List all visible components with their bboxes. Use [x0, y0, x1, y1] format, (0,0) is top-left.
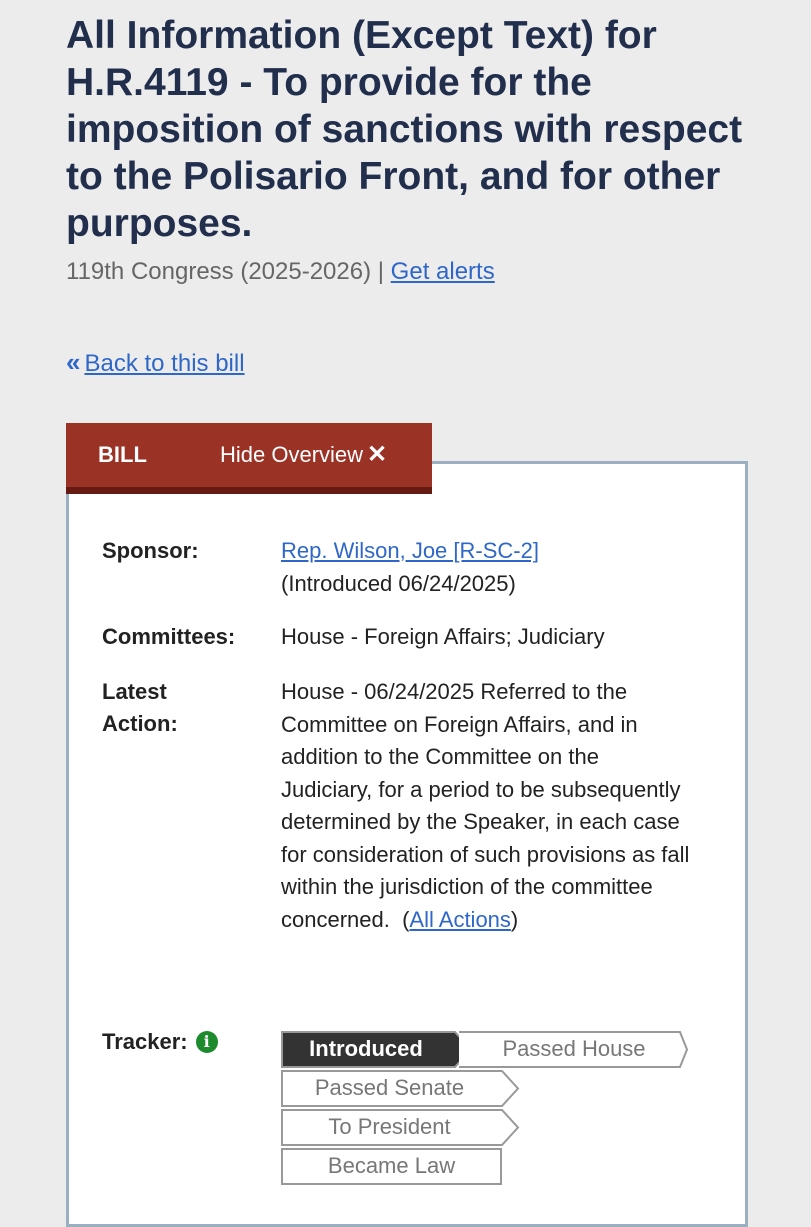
info-icon[interactable]: i	[196, 1031, 218, 1053]
tracker-step-passed-senate	[281, 1070, 518, 1107]
get-alerts-link[interactable]: Get alerts	[390, 258, 495, 285]
overview-tab-bar	[66, 423, 432, 494]
close-icon: ✕	[367, 441, 388, 468]
hide-overview-label: Hide Overview	[220, 442, 364, 467]
tracker-step-passed-house	[459, 1031, 689, 1068]
page-title: All Information (Except Text) for H.R.4119 - To provide for the imposition of sanctions with respect to the Polisario Front, and for other purposes.	[66, 14, 743, 245]
separator: |	[377, 258, 384, 285]
tracker-step-label: Passed Senate	[314, 1075, 465, 1100]
hide-overview-button[interactable]	[220, 442, 387, 468]
congress-subtitle	[66, 257, 495, 287]
committees-value: House - Foreign Affairs; Judiciary	[281, 624, 605, 649]
tracker-step-label: Became Law	[327, 1153, 456, 1178]
tracker-label: Tracker:	[102, 1029, 188, 1054]
sponsor-value	[281, 535, 701, 600]
latest-action-value	[281, 676, 691, 936]
latest-action-label	[102, 676, 178, 740]
tracker-step-introduced	[281, 1031, 469, 1068]
sponsor-label: Sponsor:	[102, 538, 199, 563]
latest-action-label-line1: Latest	[102, 679, 167, 704]
tracker-step-label: To President	[328, 1114, 451, 1139]
sponsor-link[interactable]: Rep. Wilson, Joe [R-SC-2]	[281, 538, 539, 563]
tracker-step-became-law	[281, 1148, 502, 1185]
tracker-step-label: Passed House	[502, 1036, 646, 1061]
tracker-label-row	[102, 1026, 218, 1058]
back-to-bill-link[interactable]: Back to this bill	[84, 350, 245, 377]
sponsor-introduced: (Introduced 06/24/2025)	[281, 570, 516, 596]
double-chevron-left-icon: «	[66, 347, 81, 377]
committees-label: Committees:	[102, 624, 236, 649]
back-to-bill[interactable]	[66, 347, 245, 379]
all-actions-link[interactable]: All Actions	[409, 906, 511, 932]
congress-label: 119th Congress (2025-2026)	[66, 258, 372, 285]
latest-action-label-line2: Action:	[102, 711, 178, 736]
tracker-step-to-president	[281, 1109, 518, 1146]
tab-bill[interactable]: BILL	[98, 442, 147, 467]
latest-action-text: House - 06/24/2025 Referred to the Committee on Foreign Affairs, and in addition to the Committee on the Judiciary, for a period to be subsequently determined by the Speaker, in each case for consideration of such provisions as fall within the jurisdiction of the committee concerned.	[281, 679, 690, 932]
all-actions-close-paren: )	[510, 906, 519, 932]
tracker-step-label: Introduced	[309, 1036, 423, 1061]
all-actions-open-paren: (	[402, 906, 410, 932]
